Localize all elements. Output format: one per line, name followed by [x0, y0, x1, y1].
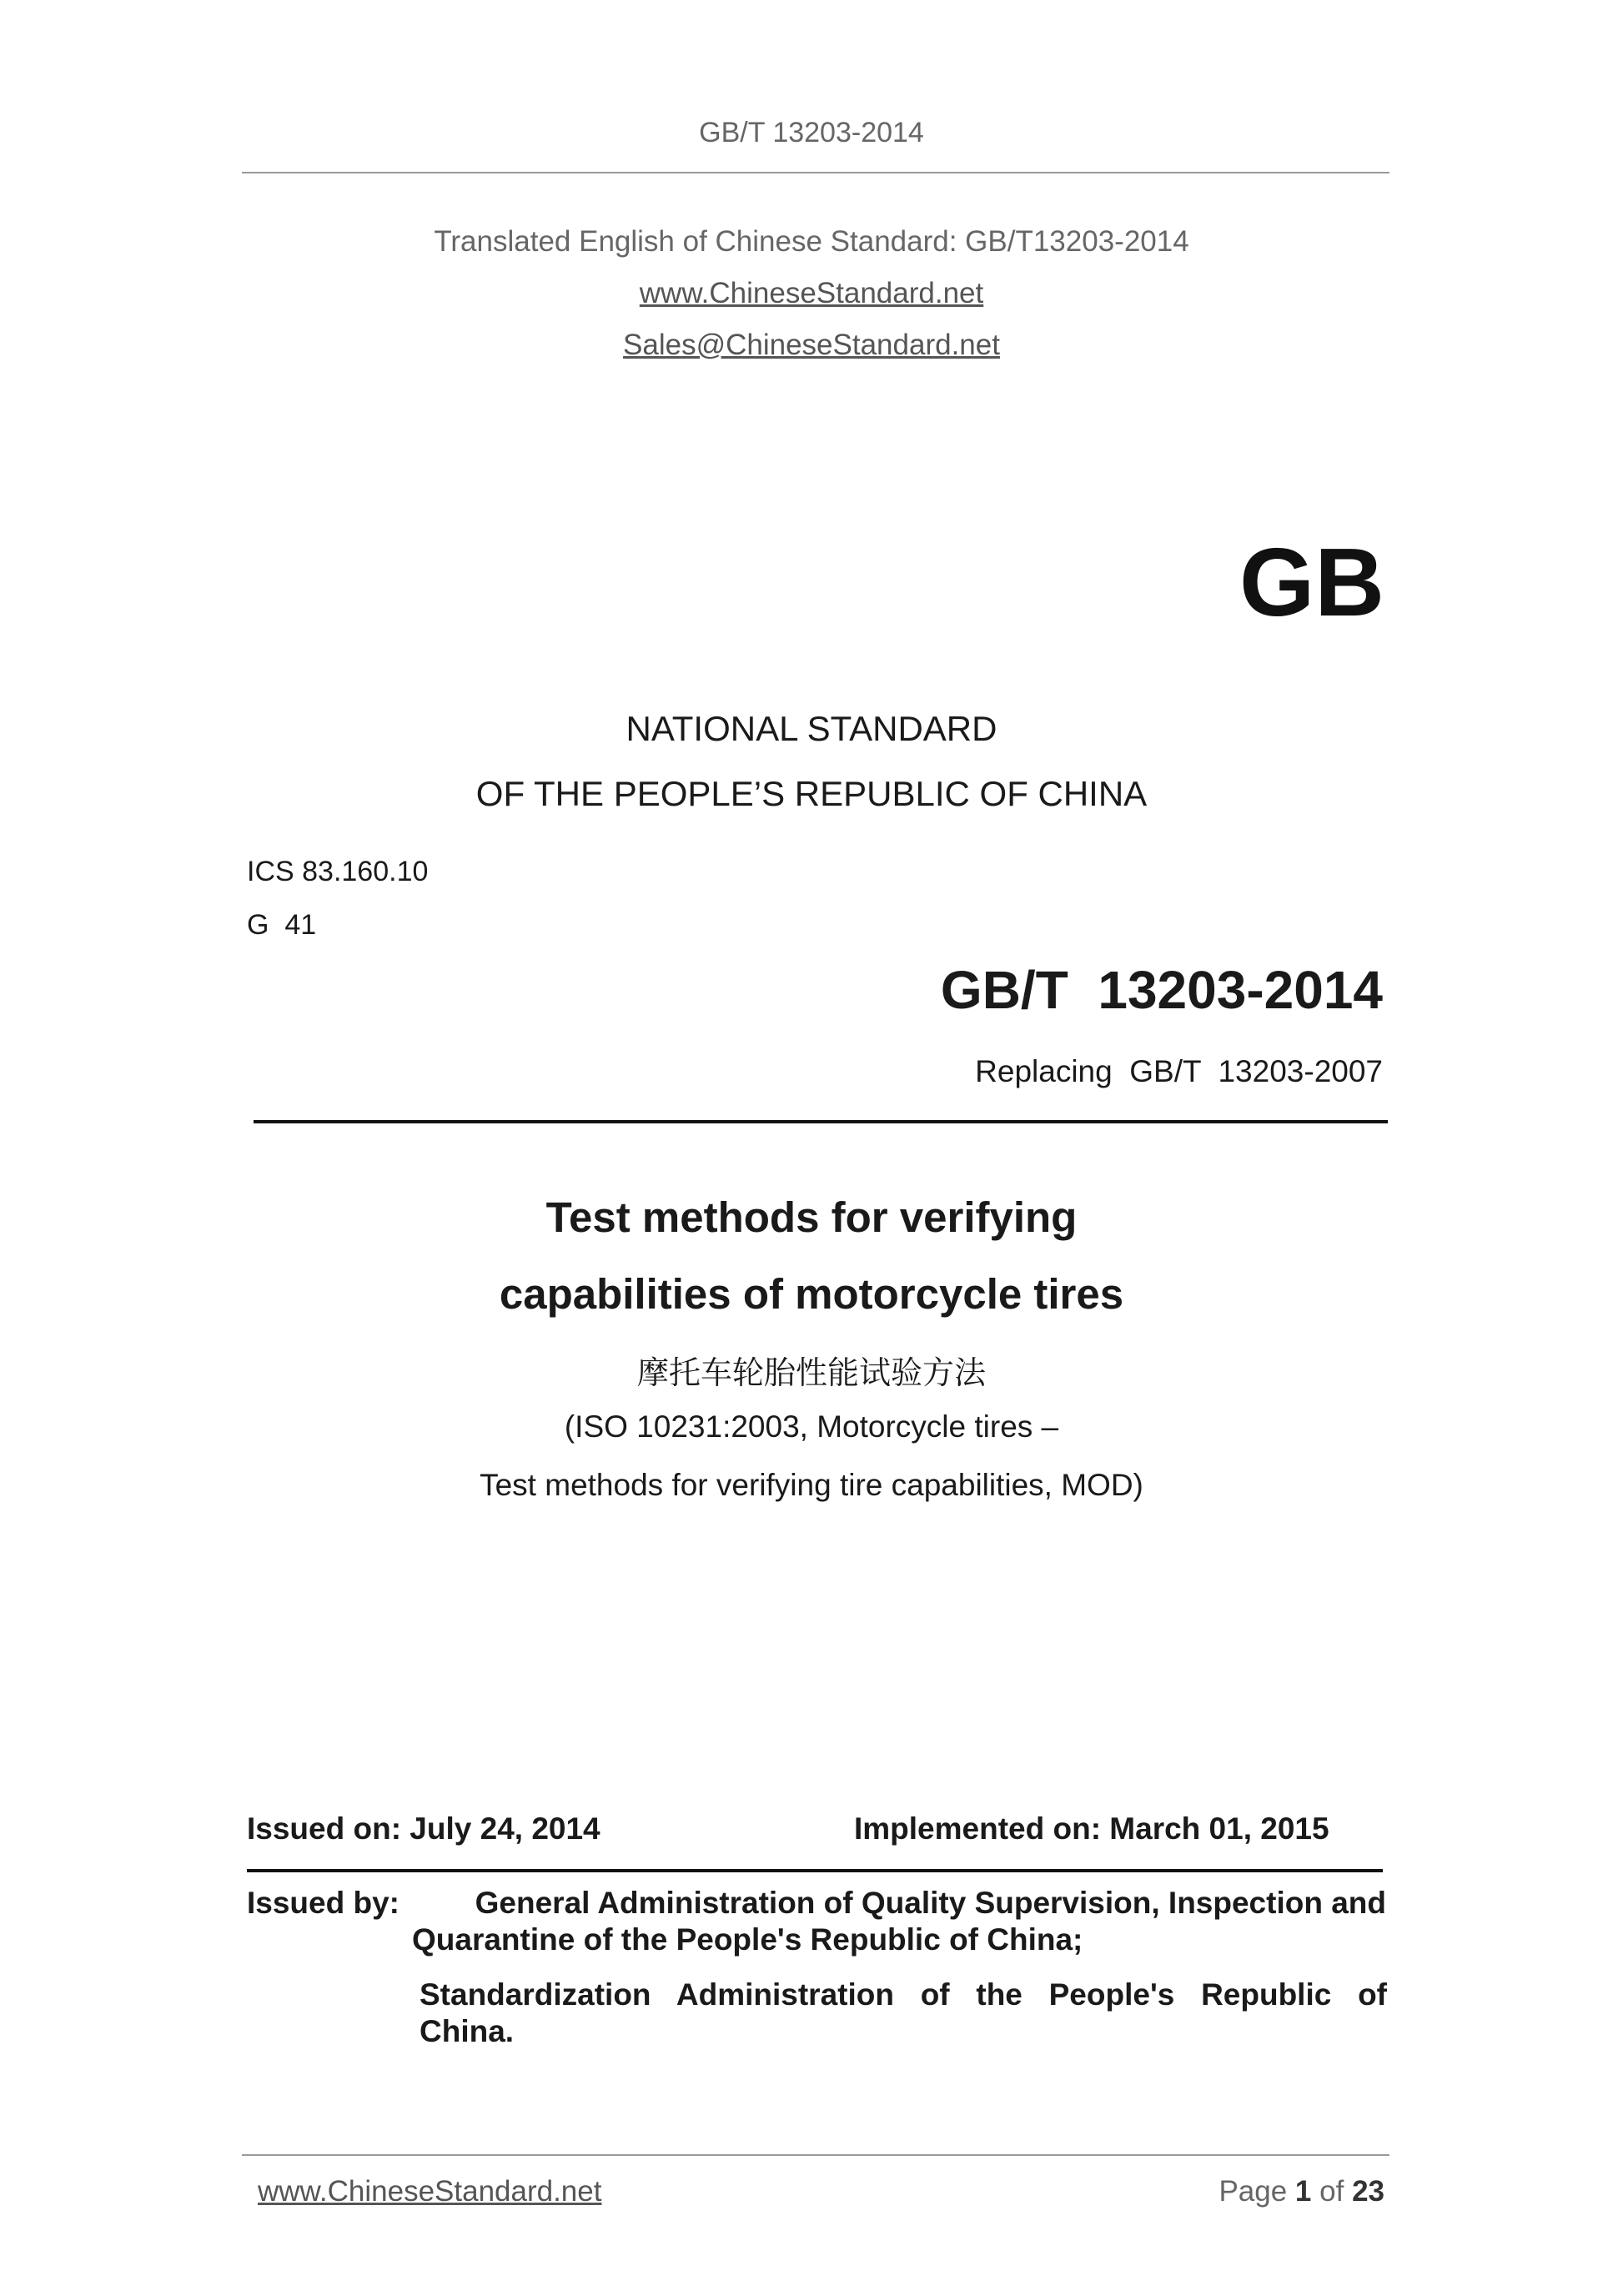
translation-note: Translated English of Chinese Standard: GB/T13203-2014 — [434, 225, 1189, 258]
title-line1: Test methods for verifying — [545, 1193, 1078, 1241]
website-link[interactable]: www.ChineseStandard.net — [639, 277, 984, 309]
page-indicator — [1219, 2175, 1384, 2208]
page-current: 1 — [1294, 2175, 1312, 2208]
issuer-org2: Standardization Administration of the People's Republic of China. — [420, 1977, 1387, 2048]
page-word: Page — [1219, 2175, 1288, 2208]
issued-date: Issued on: July 24, 2014 — [247, 1811, 600, 1846]
implemented-date: Implemented on: March 01, 2015 — [854, 1811, 1329, 1846]
national-standard-line2: OF THE PEOPLE’S REPUBLIC OF CHINA — [475, 774, 1148, 813]
running-header: GB/T 13203-2014 — [699, 117, 924, 148]
footer-divider — [242, 2154, 1389, 2156]
issuer-org1-line2: Quarantine of the People's Republic of China; — [412, 1922, 1083, 1957]
footer-website-link[interactable]: www.ChineseStandard.net — [258, 2175, 602, 2208]
issuer-org1-line1: General Administration of Quality Supervision, Inspection and — [475, 1886, 1386, 1920]
replacing-standard: Replacing GB/T 13203-2007 — [975, 1054, 1383, 1088]
header-divider — [242, 172, 1389, 173]
ccs-code: G 41 — [247, 909, 317, 941]
ics-code: ICS 83.160.10 — [247, 856, 429, 887]
gb-logo: GB — [1239, 528, 1384, 636]
title-divider — [254, 1120, 1388, 1123]
issued-by-label: Issued by: — [247, 1886, 399, 1920]
national-standard-line1: NATIONAL STANDARD — [626, 709, 997, 748]
page-of: of — [1319, 2175, 1344, 2208]
standard-number: GB/T 13203-2014 — [940, 960, 1383, 1020]
chinese-title: 摩托车轮胎性能试验方法 — [636, 1354, 986, 1391]
dates-divider — [247, 1869, 1383, 1872]
sales-email-link[interactable]: Sales@ChineseStandard.net — [623, 329, 1000, 361]
title-line2: capabilities of motorcycle tires — [499, 1270, 1124, 1318]
iso-reference-line1: (ISO 10231:2003, Motorcycle tires – — [564, 1409, 1059, 1444]
iso-reference-line2: Test methods for verifying tire capabilities, MOD) — [480, 1468, 1143, 1502]
page-total: 23 — [1352, 2175, 1384, 2208]
